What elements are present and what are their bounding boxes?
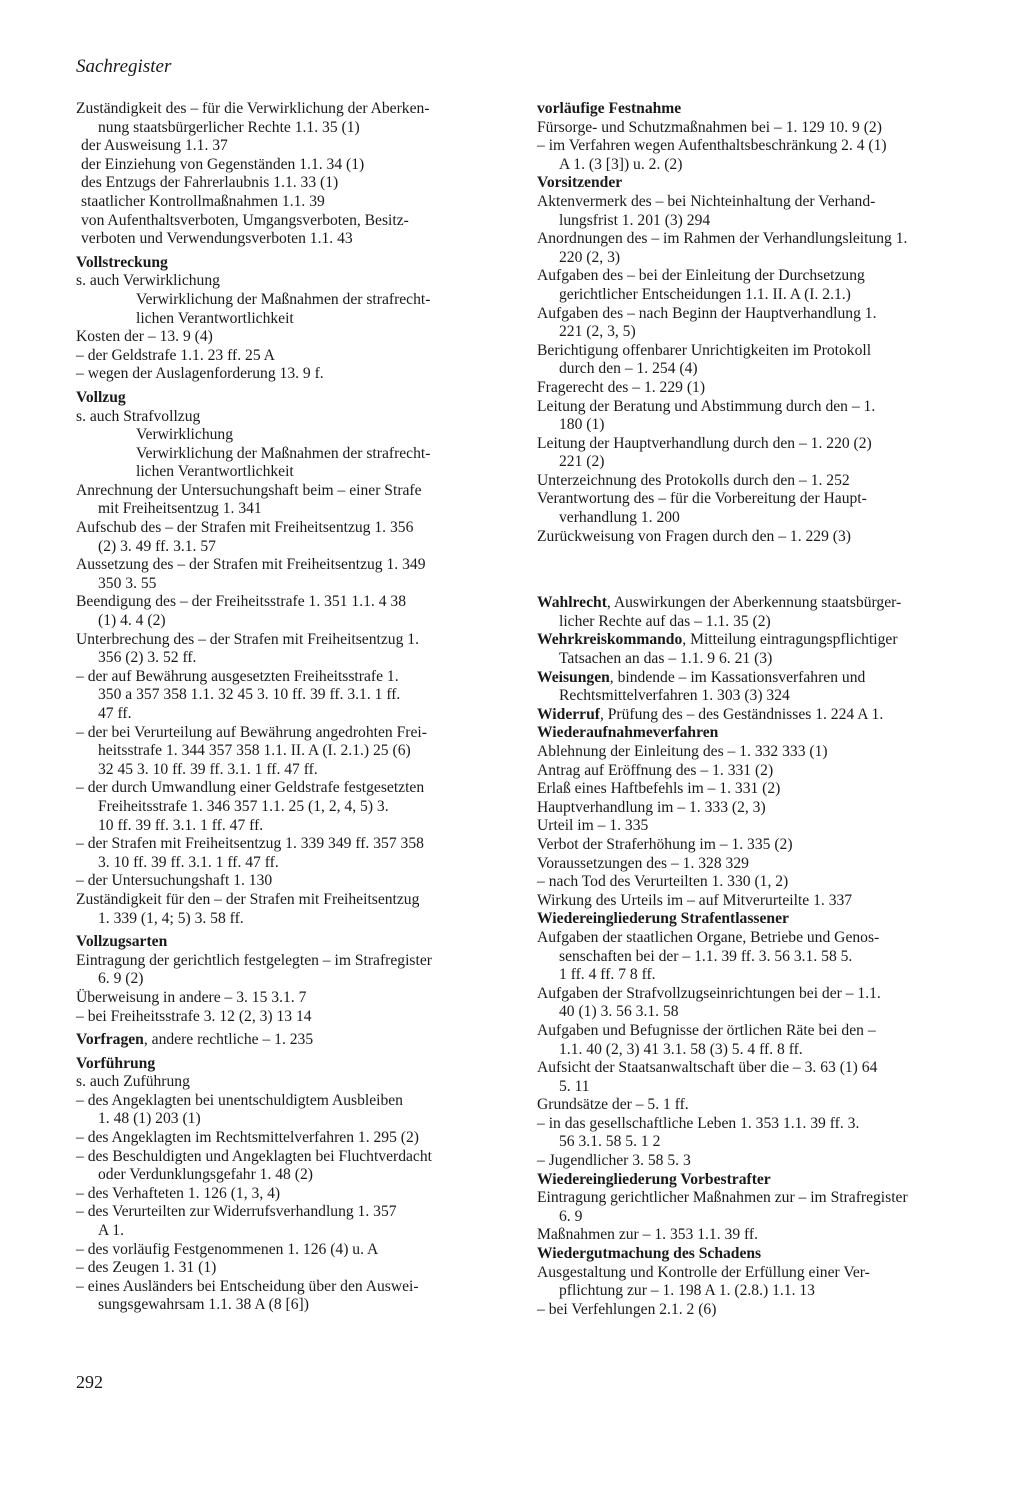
index-entry: lungsfrist 1. 201 (3) 294 bbox=[559, 211, 711, 229]
index-entry: – der Strafen mit Freiheitsentzug 1. 339 349 ff. 357 358 bbox=[76, 835, 424, 853]
index-entry: Urteil im – 1. 335 bbox=[537, 817, 649, 835]
index-heading: Wiedergutmachung des Schadens bbox=[537, 1245, 762, 1263]
index-entry: Anordnungen des – im Rahmen der Verhandlungsleitung 1. bbox=[537, 230, 908, 248]
index-entry: (1) 4. 4 (2) bbox=[98, 612, 166, 630]
index-entry: Fragerecht des – 1. 229 (1) bbox=[537, 378, 706, 396]
index-entry: Eintragung gerichtlicher Maßnahmen zur – im Strafregister bbox=[537, 1189, 908, 1207]
index-entry: Beendigung des – der Freiheitsstrafe 1. 351 1.1. 4 38 bbox=[76, 593, 407, 611]
index-entry: Freiheitsstrafe 1. 346 357 1.1. 25 (1, 2, 4, 5) 3. bbox=[98, 797, 389, 815]
index-entry: Aufgaben der staatlichen Organe, Betriebe und Genos- bbox=[537, 928, 880, 946]
index-entry: Aufgaben des – bei der Einleitung der Durchsetzung bbox=[537, 267, 865, 285]
index-entry: Grundsätze der – 5. 1 ff. bbox=[537, 1096, 689, 1114]
index-entry: 221 (2, 3, 5) bbox=[559, 323, 636, 341]
index-entry: – der auf Bewährung ausgesetzten Freiheitsstrafe 1. bbox=[76, 667, 399, 685]
index-entry: (2) 3. 49 ff. 3.1. 57 bbox=[98, 537, 216, 555]
index-entry: der Ausweisung 1.1. 37 bbox=[81, 137, 228, 155]
index-entry: – des Zeugen 1. 31 (1) bbox=[76, 1259, 217, 1277]
index-entry: – des Verhafteten 1. 126 (1, 3, 4) bbox=[76, 1184, 281, 1202]
index-entry: lichen Verantwortlichkeit bbox=[136, 309, 294, 327]
index-entry: Weisungen, bindende – im Kassationsverfahren und bbox=[537, 668, 866, 686]
index-entry: 1.1. 40 (2, 3) 41 3.1. 58 (3) 5. 4 ff. 8 ff. bbox=[559, 1040, 803, 1058]
index-heading: Weisungen bbox=[537, 668, 610, 686]
index-entry: Tatsachen an das – 1.1. 9 6. 21 (3) bbox=[559, 650, 773, 668]
index-heading: Vollzug bbox=[76, 388, 126, 406]
index-entry: Wirkung des Urteils im – auf Mitverurteilte 1. 337 bbox=[537, 891, 853, 909]
index-heading: Widerruf bbox=[537, 705, 600, 723]
index-entry: A 1. bbox=[98, 1222, 124, 1240]
index-entry: – nach Tod des Verurteilten 1. 330 (1, 2) bbox=[537, 873, 789, 891]
index-heading: Vorsitzender bbox=[537, 174, 623, 192]
index-entry: Maßnahmen zur – 1. 353 1.1. 39 ff. bbox=[537, 1226, 759, 1244]
index-entry: von Aufenthaltsverboten, Umgangsverboten, Besitz- bbox=[81, 211, 409, 229]
index-entry: s. auch Zuführung bbox=[76, 1073, 190, 1091]
index-heading: Wiedereingliederung Vorbestrafter bbox=[537, 1170, 771, 1188]
index-heading: Wiedereingliederung Strafentlassener bbox=[537, 910, 789, 928]
index-entry: Rechtsmittelverfahren 1. 303 (3) 324 bbox=[559, 687, 790, 705]
index-entry: 356 (2) 3. 52 ff. bbox=[98, 649, 197, 667]
index-entry: 40 (1) 3. 56 3.1. 58 bbox=[559, 1003, 679, 1021]
index-entry: Zuständigkeit des – für die Verwirklichung der Aberken- bbox=[76, 100, 430, 117]
index-entry: Leitung der Hauptverhandlung durch den – 1. 220 (2) bbox=[537, 434, 872, 452]
index-entry: heitsstrafe 1. 344 357 358 1.1. II. A (I. 2.1.) 25 (6) bbox=[98, 742, 411, 760]
index-heading: vorläufige Festnahme bbox=[537, 100, 682, 117]
index-entry: 5. 11 bbox=[559, 1077, 590, 1095]
index-entry: Eintragung der gerichtlich festgelegten – im Strafregister bbox=[76, 951, 432, 969]
index-entry: Kosten der – 13. 9 (4) bbox=[76, 328, 213, 346]
index-entry: – im Verfahren wegen Aufenthaltsbeschränkung 2. 4 (1) bbox=[537, 137, 887, 155]
index-entry: – bei Verfehlungen 2.1. 2 (6) bbox=[537, 1300, 717, 1318]
index-entry: 6. 9 bbox=[559, 1207, 583, 1225]
index-entry: 1 ff. 4 ff. 7 8 ff. bbox=[559, 966, 656, 984]
index-entry: der Einziehung von Gegenständen 1.1. 34 (1) bbox=[81, 155, 365, 173]
index-entry: – Jugendlicher 3. 58 5. 3 bbox=[537, 1152, 691, 1170]
index-entry: Wahlrecht, Auswirkungen der Aberkennung staatsbürger- bbox=[537, 594, 902, 612]
index-entry: 180 (1) bbox=[559, 416, 605, 434]
index-entry: Berichtigung offenbarer Unrichtigkeiten im Protokoll bbox=[537, 341, 872, 359]
index-entry: – in das gesellschaftliche Leben 1. 353 1.1. 39 ff. 3. bbox=[537, 1114, 860, 1132]
index-entry: 56 3.1. 58 5. 1 2 bbox=[559, 1133, 661, 1151]
index-entry: – wegen der Auslagenforderung 13. 9 f. bbox=[76, 365, 324, 383]
index-entry: s. auch Strafvollzug bbox=[76, 407, 201, 425]
index-entry: mit Freiheitsentzug 1. 341 bbox=[98, 500, 262, 518]
index-entry: Wehrkreiskommando, Mitteilung eintragungspflichtiger bbox=[537, 631, 898, 649]
index-entry: 350 3. 55 bbox=[98, 574, 157, 592]
index-entry: 3. 10 ff. 39 ff. 3.1. 1 ff. 47 ff. bbox=[98, 853, 279, 871]
index-entry: – bei Freiheitsstrafe 3. 12 (2, 3) 13 14 bbox=[76, 1007, 312, 1025]
index-entry: senschaften bei der – 1.1. 39 ff. 3. 56 3.1. 58 5. bbox=[559, 947, 853, 965]
index-entry: – eines Ausländers bei Entscheidung über den Auswei- bbox=[76, 1277, 419, 1295]
index-entry: – des Beschuldigten und Angeklagten bei Fluchtverdacht bbox=[76, 1147, 432, 1165]
index-entry: Anrechnung der Untersuchungshaft beim – einer Strafe bbox=[76, 481, 422, 499]
index-entry: Ausgestaltung und Kontrolle der Erfüllung einer Ver- bbox=[537, 1263, 870, 1281]
index-entry: gerichtlicher Entscheidungen 1.1. II. A (I. 2.1.) bbox=[559, 285, 851, 303]
index-entry: Verbot der Straferhöhung im – 1. 335 (2) bbox=[537, 835, 793, 853]
index-entry: Antrag auf Eröffnung des – 1. 331 (2) bbox=[537, 761, 774, 779]
index-entry: 1. 48 (1) 203 (1) bbox=[98, 1110, 201, 1128]
index-entry: Aktenvermerk des – bei Nichteinhaltung der Verhand- bbox=[537, 192, 876, 210]
index-entry: oder Verdunklungsgefahr 1. 48 (2) bbox=[98, 1166, 313, 1184]
index-entry: – des Angeklagten bei unentschuldigtem Ausbleiben bbox=[76, 1091, 403, 1109]
index-entry: Erlaß eines Haftbefehls im – 1. 331 (2) bbox=[537, 780, 781, 798]
index-entry: – des Angeklagten im Rechtsmittelverfahren 1. 295 (2) bbox=[76, 1129, 419, 1147]
index-heading: Wehrkreiskommando bbox=[537, 631, 683, 649]
running-head: Sachregister bbox=[76, 56, 172, 77]
index-heading: Vorführung bbox=[76, 1054, 156, 1072]
index-entry: 6. 9 (2) bbox=[98, 970, 144, 988]
index-entry: Fürsorge- und Schutzmaßnahmen bei – 1. 129 10. 9 (2) bbox=[537, 118, 882, 136]
index-entry: lichen Verantwortlichkeit bbox=[136, 463, 294, 481]
index-entry: Widerruf, Prüfung des – des Geständnisses 1. 224 A 1. bbox=[537, 705, 884, 723]
index-entry: nung staatsbürgerlicher Rechte 1.1. 35 (1) bbox=[98, 118, 360, 136]
index-heading: Vollstreckung bbox=[76, 253, 168, 271]
index-column-left bbox=[76, 100, 512, 1315]
index-entry: 350 a 357 358 1.1. 32 45 3. 10 ff. 39 ff. 3.1. 1 ff. bbox=[98, 686, 401, 704]
index-entry: sungsgewahrsam 1.1. 38 A (8 [6]) bbox=[98, 1296, 309, 1314]
index-heading: Vorfragen bbox=[76, 1031, 144, 1049]
index-entry: verhandlung 1. 200 bbox=[559, 509, 680, 527]
index-entry: s. auch Verwirklichung bbox=[76, 272, 220, 290]
index-entry: 1. 339 (1, 4; 5) 3. 58 ff. bbox=[98, 909, 244, 927]
index-column-right bbox=[537, 100, 973, 1319]
index-entry: – der Untersuchungshaft 1. 130 bbox=[76, 872, 273, 890]
index-heading: Wahlrecht bbox=[537, 594, 607, 612]
index-entry: – der durch Umwandlung einer Geldstrafe festgesetzten bbox=[76, 779, 425, 797]
index-entry: Überweisung in andere – 3. 15 3.1. 7 bbox=[76, 988, 307, 1006]
index-entry: Verwirklichung der Maßnahmen der strafrecht- bbox=[136, 290, 431, 308]
index-entry: Unterzeichnung des Protokolls durch den – 1. 252 bbox=[537, 471, 850, 489]
index-heading: Wiederaufnahmeverfahren bbox=[537, 724, 719, 742]
index-entry: 47 ff. bbox=[98, 705, 132, 722]
index-entry: A 1. (3 [3]) u. 2. (2) bbox=[559, 155, 683, 173]
index-entry: Zuständigkeit für den – der Strafen mit Freiheitsentzug bbox=[76, 890, 420, 908]
index-entry: Aufschub des – der Strafen mit Freiheitsentzug 1. 356 bbox=[76, 519, 414, 537]
index-entry: – des vorläufig Festgenommenen 1. 126 (4) u. A bbox=[76, 1240, 379, 1258]
index-entry: licher Rechte auf das – 1.1. 35 (2) bbox=[559, 612, 771, 630]
index-entry: 32 45 3. 10 ff. 39 ff. 3.1. 1 ff. 47 ff. bbox=[98, 760, 318, 778]
index-entry: Hauptverhandlung im – 1. 333 (2, 3) bbox=[537, 798, 766, 816]
index-entry: Zurückweisung von Fragen durch den – 1. 229 (3) bbox=[537, 527, 851, 545]
index-entry: Voraussetzungen des – 1. 328 329 bbox=[537, 854, 749, 872]
index-entry: Vorfragen, andere rechtliche – 1. 235 bbox=[76, 1031, 314, 1049]
index-entry: Unterbrechung des – der Strafen mit Freiheitsentzug 1. bbox=[76, 630, 419, 648]
index-entry: staatlicher Kontrollmaßnahmen 1.1. 39 bbox=[81, 192, 325, 210]
index-entry: – der Geldstrafe 1.1. 23 ff. 25 A bbox=[76, 346, 275, 364]
index-entry: Verwirklichung bbox=[136, 426, 234, 444]
index-entry: – der bei Verurteilung auf Bewährung angedrohten Frei- bbox=[76, 723, 427, 741]
index-entry: pflichtung zur – 1. 198 A 1. (2.8.) 1.1. 13 bbox=[559, 1282, 815, 1300]
index-entry: Ablehnung der Einleitung des – 1. 332 333 (1) bbox=[537, 743, 828, 760]
index-entry: – des Verurteilten zur Widerrufsverhandlung 1. 357 bbox=[76, 1203, 397, 1221]
index-entry: Aussetzung des – der Strafen mit Freiheitsentzug 1. 349 bbox=[76, 556, 426, 574]
index-entry: 220 (2, 3) bbox=[559, 248, 621, 266]
index-entry: des Entzugs der Fahrerlaubnis 1.1. 33 (1) bbox=[81, 174, 339, 192]
index-entry: 221 (2) bbox=[559, 453, 605, 471]
index-entry: Verwirklichung der Maßnahmen der strafrecht- bbox=[136, 444, 431, 462]
index-entry: Aufsicht der Staatsanwaltschaft über die – 3. 63 (1) 64 bbox=[537, 1059, 878, 1077]
index-entry: durch den – 1. 254 (4) bbox=[559, 360, 698, 378]
page-number: 292 bbox=[76, 1372, 103, 1392]
index-entry: verboten und Verwendungsverboten 1.1. 43 bbox=[81, 230, 353, 248]
index-entry: Verantwortung des – für die Vorbereitung der Haupt- bbox=[537, 490, 867, 508]
index-entry: Aufgaben und Befugnisse der örtlichen Räte bei den – bbox=[537, 1021, 876, 1039]
index-entry: Leitung der Beratung und Abstimmung durch den – 1. bbox=[537, 397, 876, 415]
index-entry: Aufgaben der Strafvollzugseinrichtungen bei der – 1.1. bbox=[537, 984, 881, 1002]
index-heading: Vollzugsarten bbox=[76, 933, 168, 951]
index-entry: Aufgaben des – nach Beginn der Hauptverhandlung 1. bbox=[537, 304, 877, 322]
spacer bbox=[537, 546, 973, 594]
index-entry: 10 ff. 39 ff. 3.1. 1 ff. 47 ff. bbox=[98, 816, 264, 834]
